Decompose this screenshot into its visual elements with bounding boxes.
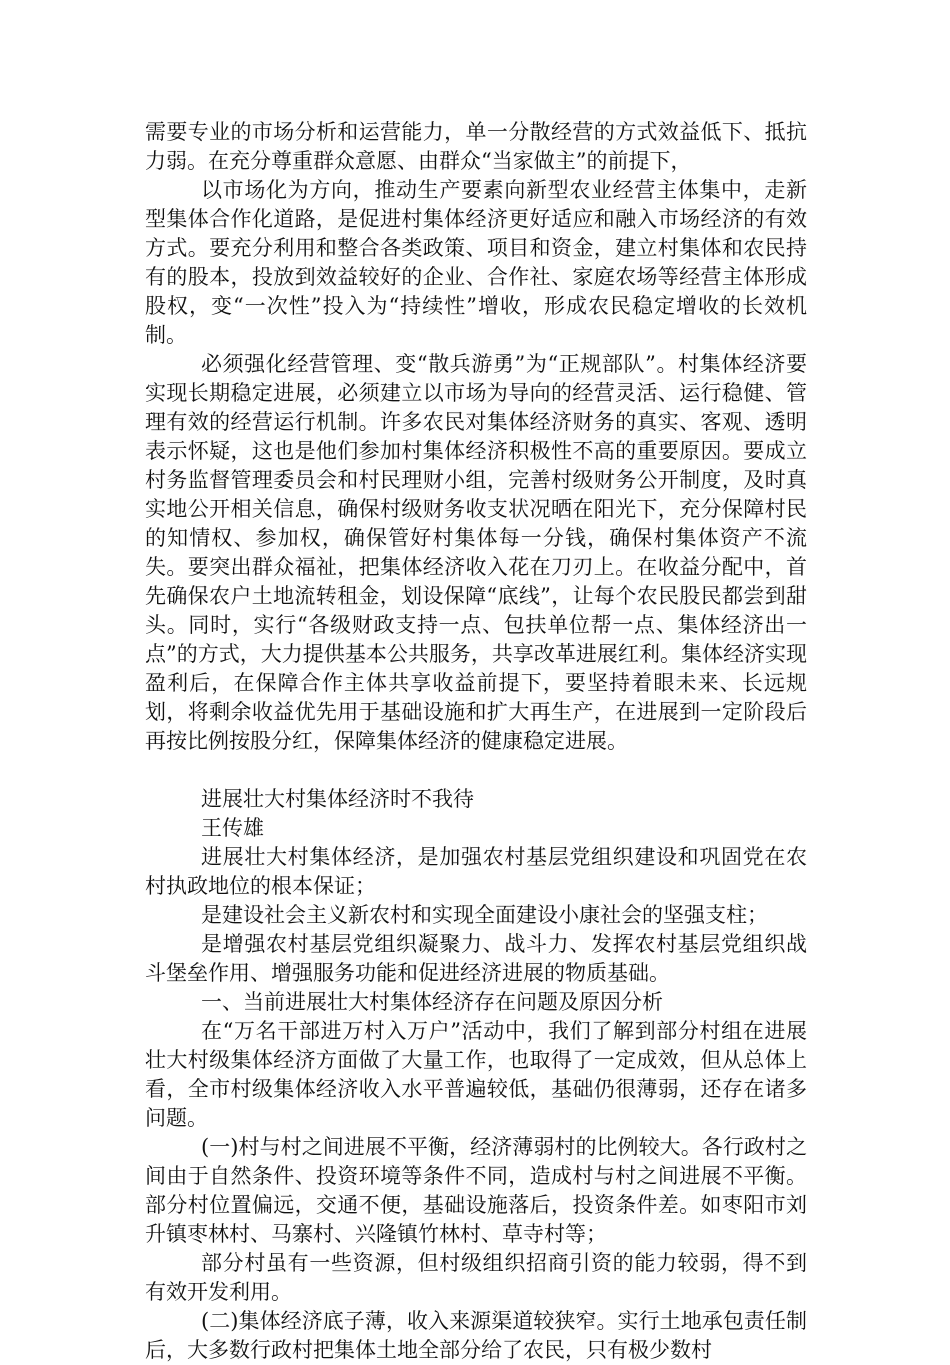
article-title: 进展壮大村集体经济时不我待 xyxy=(201,787,474,811)
paragraph: 必须强化经营管理、变“散兵游勇”为“正规部队”。村集体经济要实现长期稳定进展，必须建立以市场为导向的经营灵活、运行稳健、管理有效的经营运行机制。许多农民对集体经济财务的真实、客观、透明表示怀疑，这也是他们参加村集体经济积极性不高的重要原因。要成立村务监督管理委员会和村民理财小组，完善村级财务公开制度，及时真实地公开相关信息，确保村级财务收支状况晒在阳光下，充分保障村民的知情权、参加权，确保管好村集体每一分钱，确保村集体资产不流失。要突出群众福祉，把集体经济收入花在刀刃上。在收益分配中，首先确保农户土地流转租金，划设保障“底线”，让每个农民股民都尝到甜头。同时，实行“各级财政支持一点、包扶单位帮一点、集体经济出一点”的方式，大力提供基本公共服务，共享改革进展红利。集体经济实现盈利后，在保障合作主体共享收益前提下，要坚持着眼未来、长远规划，将剩余收益优先用于基础设施和扩大再生产，在进展到一定阶段后再按比例按股分红，保障集体经济的健康稳定进展。 xyxy=(145,352,807,753)
paragraph-spacer xyxy=(145,756,807,785)
paragraph: 需要专业的市场分析和运营能力，单一分散经营的方式效益低下、抵抗力弱。在充分尊重群众意愿、由群众“当家做主”的前提下， xyxy=(145,120,807,173)
paragraph: (二)集体经济底子薄，收入来源渠道较狭窄。实行土地承包责任制后，大多数行政村把集体土地全部分给了农民，只有极少数村 xyxy=(145,1309,807,1362)
section-heading: 一、当前进展壮大村集体经济存在问题及原因分析 xyxy=(201,990,663,1014)
article-author: 王传雄 xyxy=(201,816,264,840)
paragraph: 部分村虽有一些资源，但村级组织招商引资的能力较弱，得不到有效开发利用。 xyxy=(145,1251,807,1304)
document-body xyxy=(145,118,807,1365)
paragraph: 以市场化为方向，推动生产要素向新型农业经营主体集中，走新型集体合作化道路，是促进村集体经济更好适应和融入市场经济的有效方式。要充分利用和整合各类政策、项目和资金，建立村集体和农民持有的股本，投放到效益较好的企业、合作社、家庭农场等经营主体形成股权，变“一次性”投入为“持续性”增收，形成农民稳定增收的长效机制。 xyxy=(145,178,807,347)
paragraph: 是建设社会主义新农村和实现全面建设小康社会的坚强支柱； xyxy=(201,903,768,927)
paragraph: (一)村与村之间进展不平衡，经济薄弱村的比例较大。各行政村之间由于自然条件、投资环境等条件不同，造成村与村之间进展不平衡。部分村位置偏远，交通不便，基础设施落后，投资条件差。如枣阳市刘升镇枣林村、马寨村、兴隆镇竹林村、草寺村等； xyxy=(145,1135,807,1246)
paragraph: 进展壮大村集体经济，是加强农村基层党组织建设和巩固党在农村执政地位的根本保证； xyxy=(145,845,807,898)
paragraph: 是增强农村基层党组织凝聚力、战斗力、发挥农村基层党组织战斗堡垒作用、增强服务功能和促进经济进展的物质基础。 xyxy=(145,932,807,985)
paragraph: 在“万名干部进万村入万户”活动中，我们了解到部分村组在进展壮大村级集体经济方面做了大量工作，也取得了一定成效，但从总体上看，全市村级集体经济收入水平普遍较低，基础仍很薄弱，还存在诸多问题。 xyxy=(145,1019,807,1130)
